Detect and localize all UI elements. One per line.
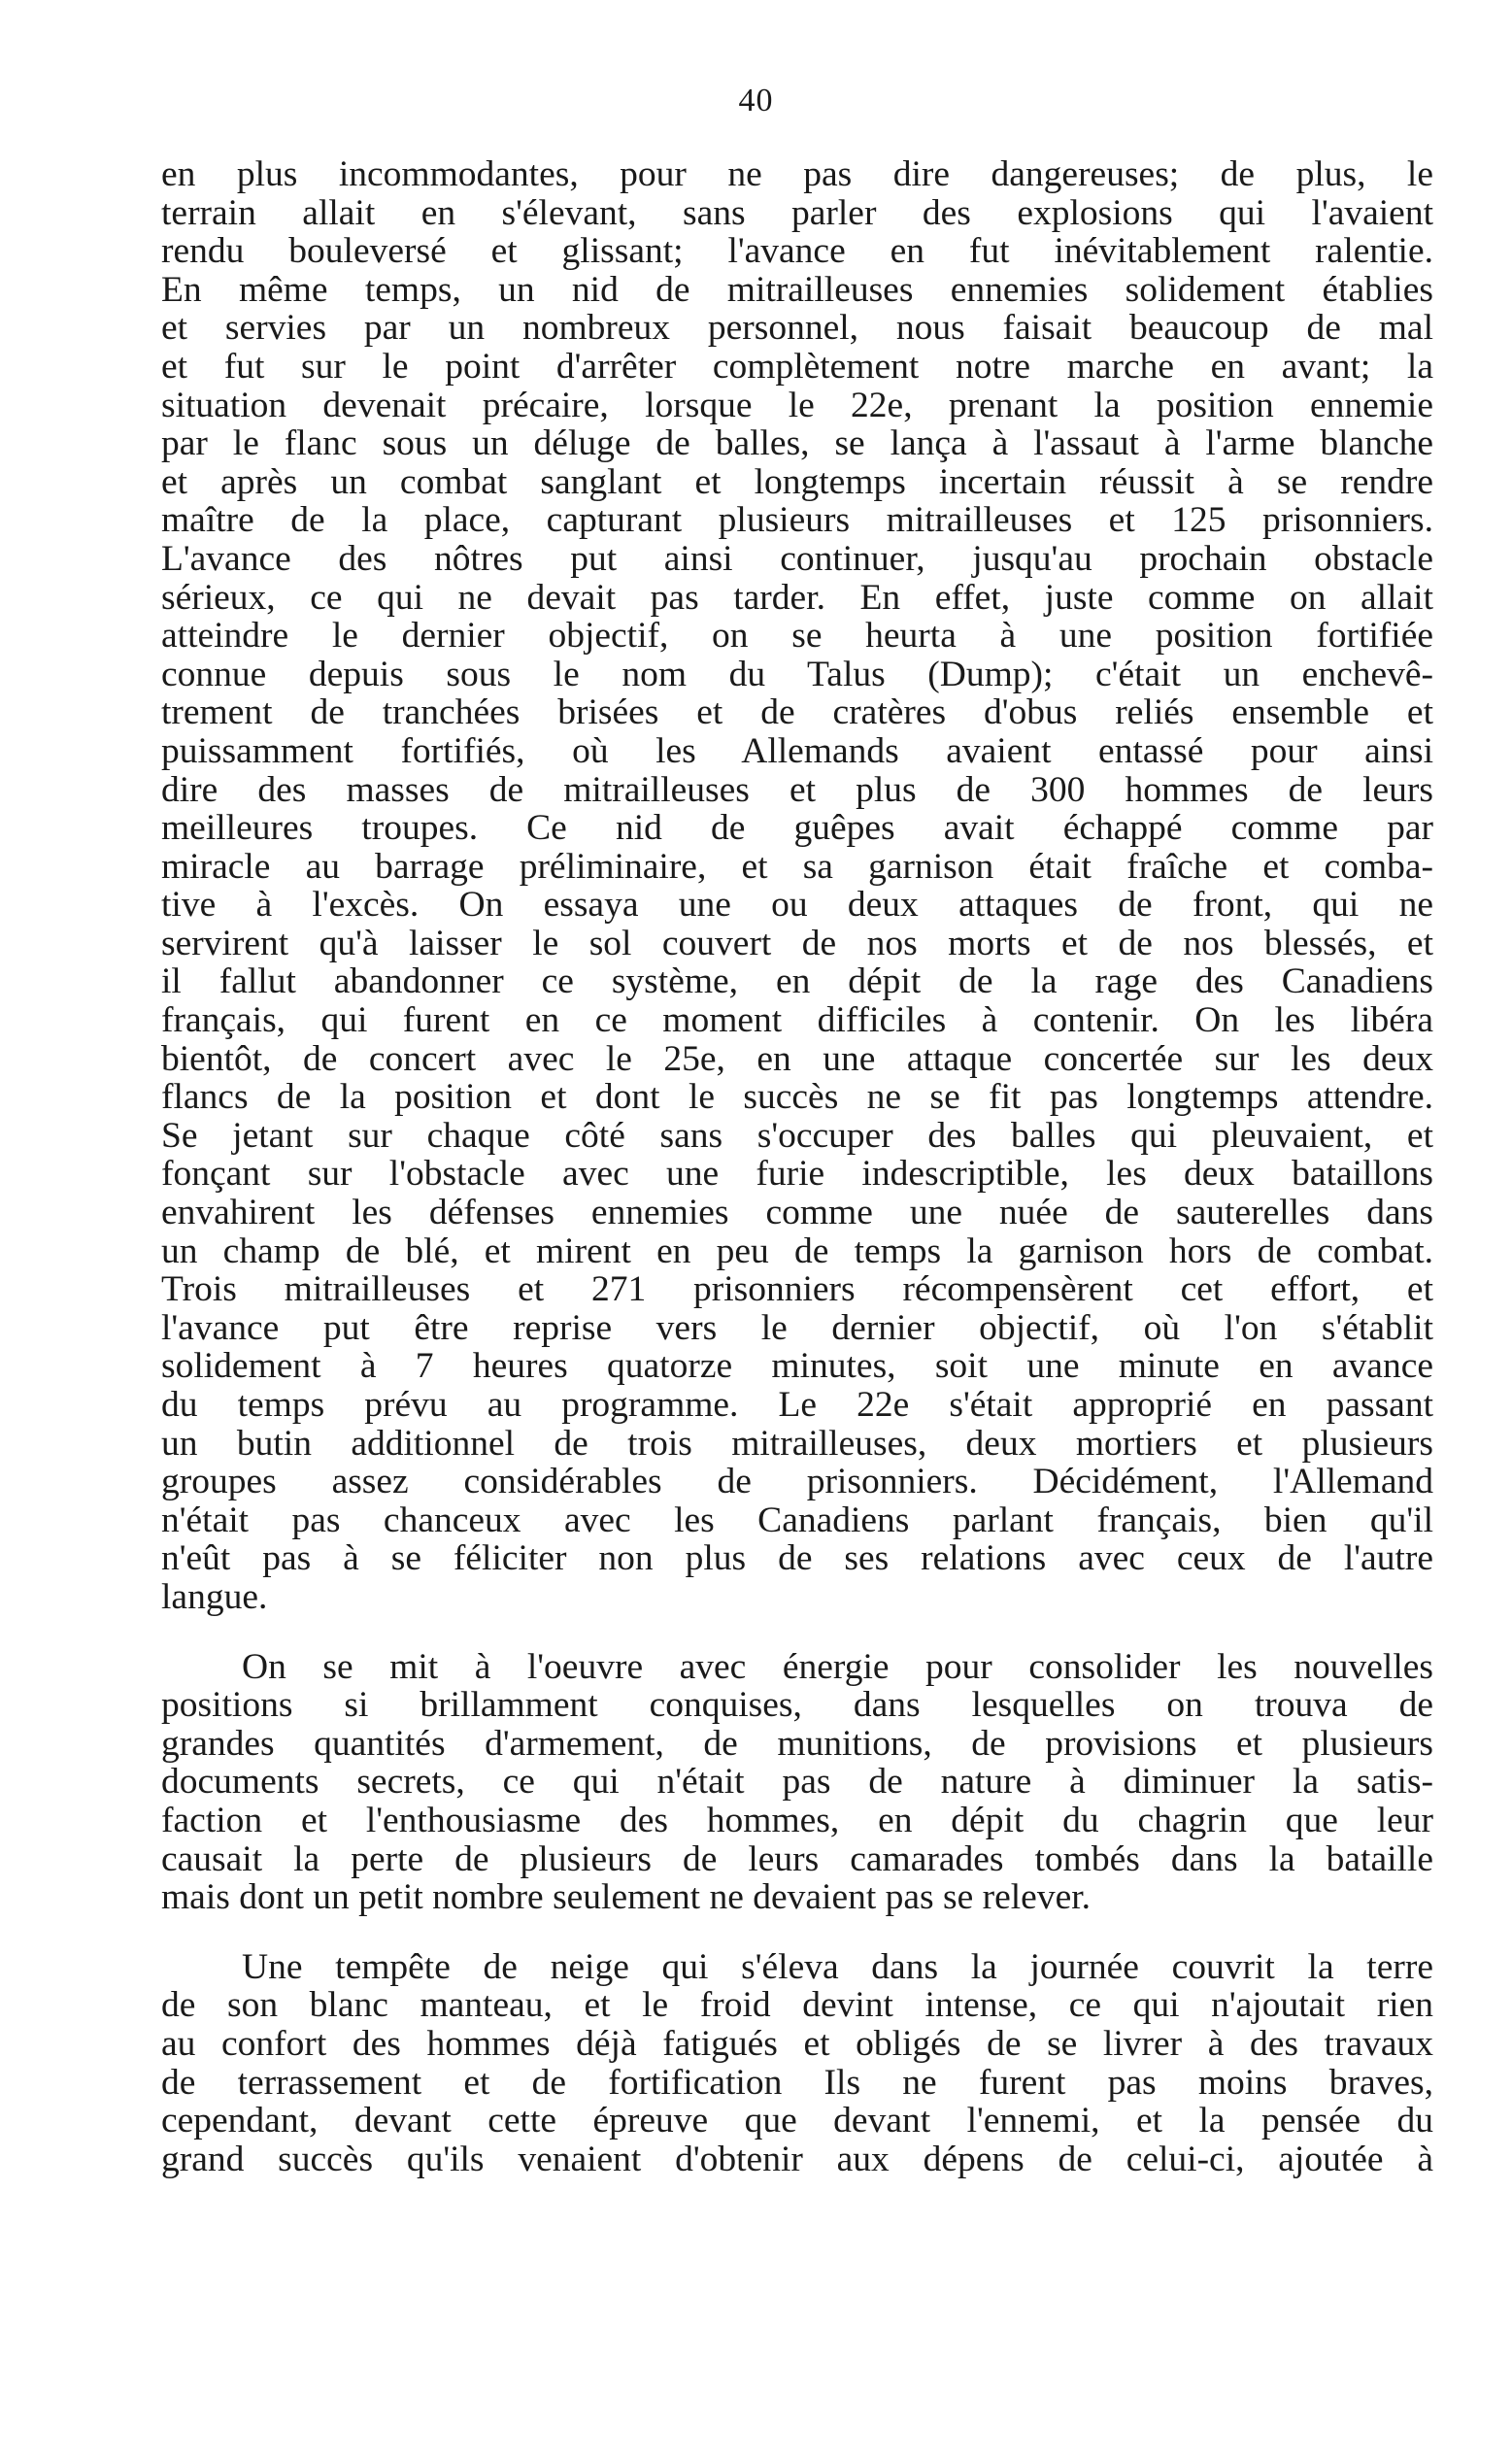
text-line: envahirent les défenses ennemies comme une nuée de sauterelles dans bbox=[161, 1193, 1433, 1233]
text-line: positions si brillamment conquises, dans lesquelles on trouva de bbox=[161, 1685, 1433, 1726]
text-line: il fallut abandonner ce système, en dépit de la rage des Canadiens bbox=[161, 961, 1433, 1002]
text-line: bientôt, de concert avec le 25e, en une attaque concertée sur les deux bbox=[161, 1038, 1433, 1079]
text-line: sérieux, ce qui ne devait pas tarder. En effet, juste comme on allait bbox=[161, 577, 1433, 618]
text-line: maître de la place, capturant plusieurs mitrailleuses et 125 prisonniers. bbox=[161, 500, 1433, 541]
text-line: fonçant sur l'obstacle avec une furie indescriptible, les deux bataillons bbox=[161, 1154, 1433, 1195]
text-line: Une tempête de neige qui s'éleva dans la journée couvrit la terre bbox=[242, 1946, 1433, 1987]
paragraph-gap bbox=[161, 1617, 1433, 1648]
text-line: grandes quantités d'armement, de munitions, de provisions et plusieurs bbox=[161, 1723, 1433, 1764]
text-line: documents secrets, ce qui n'était pas de nature à diminuer la satis- bbox=[161, 1762, 1433, 1803]
text-line: On se mit à l'oeuvre avec énergie pour consolider les nouvelles bbox=[242, 1646, 1433, 1687]
text-line: et après un combat sanglant et longtemps incertain réussit à se rendre bbox=[161, 461, 1433, 502]
text-line: atteindre le dernier objectif, on se heurta à une position fortifiée bbox=[161, 616, 1433, 657]
text-line: de son blanc manteau, et le froid devint intense, ce qui n'ajoutait rien bbox=[161, 1985, 1433, 2026]
text-line: connue depuis sous le nom du Talus (Dump); c'était un enchevê- bbox=[161, 654, 1433, 694]
text-line: par le flanc sous un déluge de balles, se lança à l'assaut à l'arme blanche bbox=[161, 423, 1433, 464]
text-line: un butin additionnel de trois mitrailleuses, deux mortiers et plusieurs bbox=[161, 1423, 1433, 1464]
text-line: rendu bouleversé et glissant; l'avance en fut inévitablement ralentie. bbox=[161, 231, 1433, 272]
text-line: n'eût pas à se féliciter non plus de ses relations avec ceux de l'autre bbox=[161, 1538, 1433, 1579]
text-line: miracle au barrage préliminaire, et sa garnison était fraîche et comba- bbox=[161, 846, 1433, 887]
text-line: Trois mitrailleuses et 271 prisonniers récompensèrent cet effort, et bbox=[161, 1269, 1433, 1310]
text-line: L'avance des nôtres put ainsi continuer, jusqu'au prochain obstacle bbox=[161, 538, 1433, 579]
text-line: meilleures troupes. Ce nid de guêpes avait échappé comme par bbox=[161, 808, 1433, 849]
text-line: situation devenait précaire, lorsque le 22e, prenant la position ennemie bbox=[161, 385, 1433, 425]
paragraph-2 bbox=[161, 1648, 1433, 1917]
text-line: en plus incommodantes, pour ne pas dire dangereuses; de plus, le bbox=[161, 154, 1433, 194]
text-line: faction et l'enthousiasme des hommes, en dépit du chagrin que leur bbox=[161, 1800, 1433, 1840]
body-text bbox=[161, 155, 1433, 2178]
text-line: solidement à 7 heures quatorze minutes, soit une minute en avance bbox=[161, 1346, 1433, 1387]
paragraph-1 bbox=[161, 155, 1433, 1617]
paragraph-gap bbox=[161, 1917, 1433, 1948]
text-line: Se jetant sur chaque côté sans s'occuper des balles qui pleuvaient, et bbox=[161, 1115, 1433, 1156]
text-line: n'était pas chanceux avec les Canadiens parlant français, bien qu'il bbox=[161, 1500, 1433, 1540]
page-number: 40 bbox=[738, 83, 774, 118]
text-line: dire des masses de mitrailleuses et plus de 300 hommes de leurs bbox=[161, 769, 1433, 810]
text-line: tive à l'excès. On essaya une ou deux attaques de front, qui ne bbox=[161, 885, 1433, 926]
text-line: et servies par un nombreux personnel, nous faisait beaucoup de mal bbox=[161, 308, 1433, 349]
text-line: du temps prévu au programme. Le 22e s'était approprié en passant bbox=[161, 1385, 1433, 1425]
text-line: causait la perte de plusieurs de leurs camarades tombés dans la bataille bbox=[161, 1838, 1433, 1879]
paragraph-3 bbox=[161, 1948, 1433, 2179]
text-line: groupes assez considérables de prisonniers. Décidément, l'Allemand bbox=[161, 1462, 1433, 1502]
text-line: puissamment fortifiés, où les Allemands avaient entassé pour ainsi bbox=[161, 730, 1433, 771]
text-line: grand succès qu'ils venaient d'obtenir aux dépens de celui-ci, ajoutée à bbox=[161, 2139, 1433, 2179]
text-line: mais dont un petit nombre seulement ne devaient pas se relever. bbox=[161, 1877, 1092, 1918]
text-line: langue. bbox=[161, 1576, 268, 1617]
text-line: français, qui furent en ce moment difficiles à contenir. On les libéra bbox=[161, 1000, 1433, 1041]
text-line: En même temps, un nid de mitrailleuses ennemies solidement établies bbox=[161, 269, 1433, 310]
text-line: l'avance put être reprise vers le dernier objectif, où l'on s'établit bbox=[161, 1307, 1433, 1348]
text-line: flancs de la position et dont le succès ne se fit pas longtemps attendre. bbox=[161, 1077, 1433, 1118]
text-line: au confort des hommes déjà fatigués et obligés de se livrer à des travaux bbox=[161, 2023, 1433, 2064]
text-line: un champ de blé, et mirent en peu de temps la garnison hors de combat. bbox=[161, 1230, 1433, 1271]
text-line: et fut sur le point d'arrêter complètement notre marche en avant; la bbox=[161, 346, 1433, 387]
text-line: trement de tranchées brisées et de cratères d'obus reliés ensemble et bbox=[161, 692, 1433, 733]
text-line: de terrassement et de fortification Ils ne furent pas moins braves, bbox=[161, 2062, 1433, 2103]
text-line: cependant, devant cette épreuve que devant l'ennemi, et la pensée du bbox=[161, 2101, 1433, 2141]
text-line: terrain allait en s'élevant, sans parler des explosions qui l'avaient bbox=[161, 192, 1433, 233]
text-line: servirent qu'à laisser le sol couvert de nos morts et de nos blessés, et bbox=[161, 923, 1433, 963]
